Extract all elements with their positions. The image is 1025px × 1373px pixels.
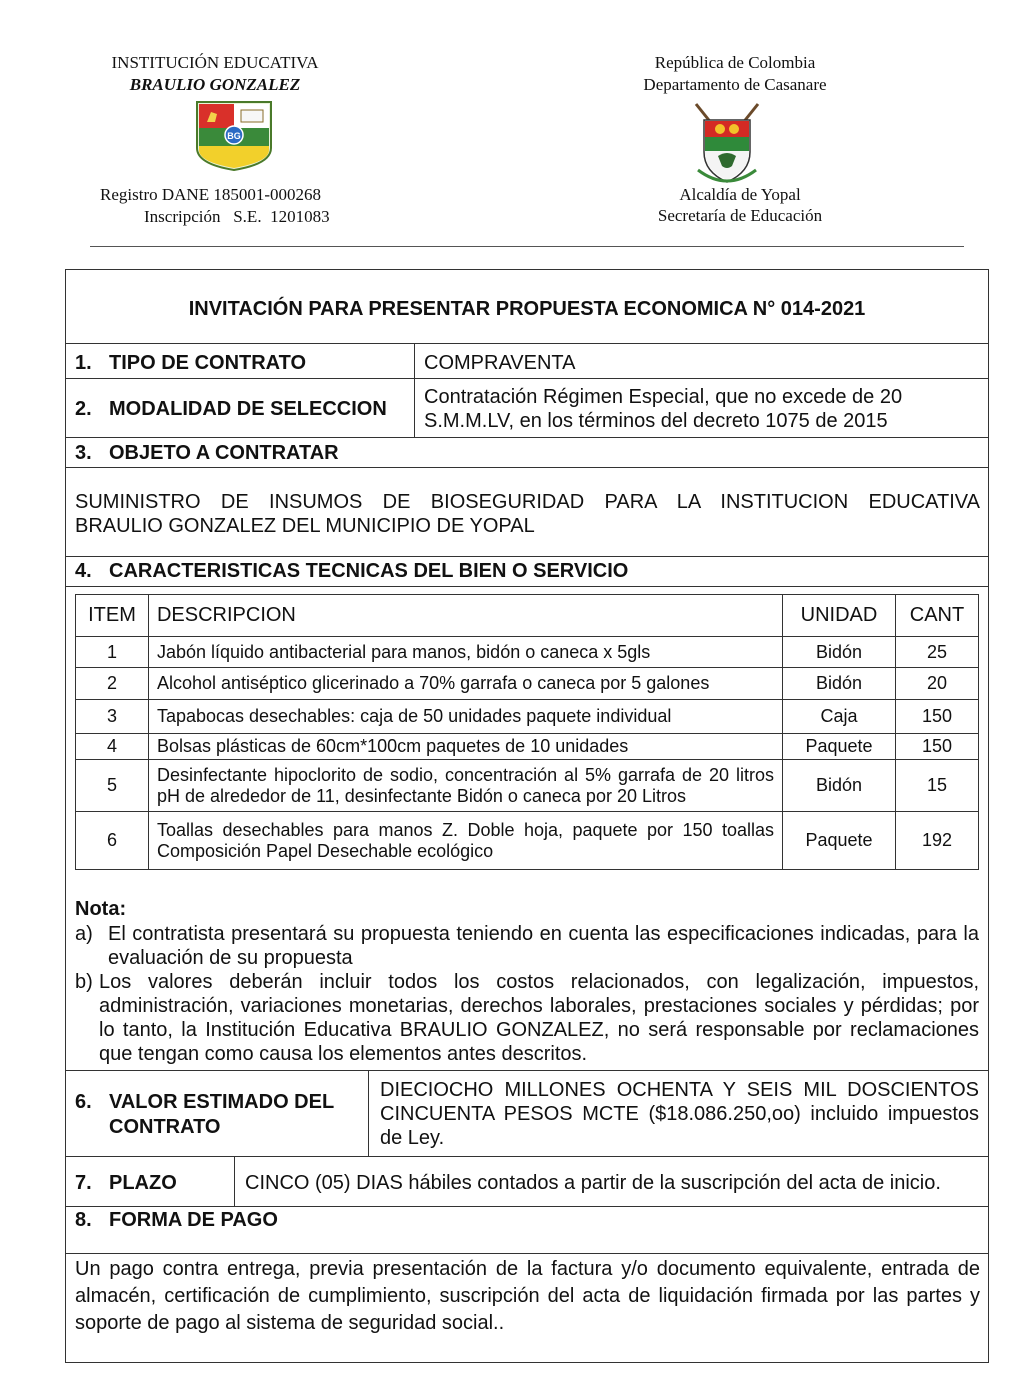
section-number: 7. bbox=[75, 1172, 92, 1194]
section-1-title: TIPO DE CONTRATO bbox=[109, 352, 307, 374]
section-number: 1. bbox=[75, 352, 92, 374]
section-7-label bbox=[75, 1171, 177, 1195]
section-2-label bbox=[75, 397, 387, 421]
institution-name: BRAULIO GONZALEZ bbox=[129, 75, 301, 94]
department-name: Departamento de Casanare bbox=[643, 75, 827, 94]
table-row bbox=[76, 812, 979, 870]
note-a-label: a) bbox=[75, 923, 93, 945]
divider bbox=[66, 343, 988, 344]
contract-object-line: SUMINISTRO DE INSUMOS DE BIOSEGURIDAD PARA LA INSTITUCION EDUCATIVA bbox=[75, 491, 980, 513]
payment-method-text: Un pago contra entrega, previa presentación de la factura y/o documento equivalente, entrada de almacén, certificación de cumplimiento, suscripción del acta de liquidación firmada por las partes y soporte de pago al sistema de seguridad social.. bbox=[75, 1258, 980, 1334]
government-header bbox=[600, 52, 870, 96]
item-description: Jabón líquido antibacterial para manos, bidón o caneca x 5gls bbox=[148, 637, 782, 668]
divider bbox=[66, 556, 988, 557]
item-quantity: 150 bbox=[895, 700, 978, 734]
section-8-label bbox=[75, 1208, 278, 1232]
item-number: 2 bbox=[76, 668, 149, 700]
institution-type: INSTITUCIÓN EDUCATIVA bbox=[111, 53, 319, 72]
item-quantity: 25 bbox=[895, 637, 978, 668]
note-b-label: b) bbox=[75, 971, 93, 993]
section-number: 2. bbox=[75, 398, 92, 420]
item-unit: Bidón bbox=[783, 637, 896, 668]
divider bbox=[66, 1253, 988, 1254]
divider bbox=[66, 378, 988, 379]
column-header-quantity: CANT bbox=[895, 595, 978, 637]
mayor-office: Alcaldía de Yopal bbox=[679, 185, 801, 204]
item-number: 4 bbox=[76, 734, 149, 760]
contract-object-text bbox=[75, 490, 980, 538]
note-a-text: El contratista presentará su propuesta teniendo en cuenta las especificaciones indicadas, para la evaluación de su propuesta bbox=[108, 923, 979, 969]
document-title: INVITACIÓN PARA PRESENTAR PROPUESTA ECONOMICA N° 014-2021 bbox=[188, 298, 866, 320]
section-6-title: VALOR ESTIMADO DEL bbox=[109, 1091, 335, 1113]
se-inscription bbox=[100, 206, 360, 228]
items-table bbox=[75, 594, 979, 870]
item-unit: Caja bbox=[783, 700, 896, 734]
education-office: Secretaría de Educación bbox=[657, 206, 823, 225]
section-3-title: OBJETO A CONTRATAR bbox=[109, 442, 339, 464]
item-quantity: 20 bbox=[895, 668, 978, 700]
section-3-label bbox=[75, 441, 339, 465]
item-number: 1 bbox=[76, 637, 149, 668]
institution-header bbox=[70, 52, 360, 96]
divider bbox=[66, 437, 988, 438]
note-title: Nota: bbox=[75, 898, 127, 920]
section-4-label bbox=[75, 559, 628, 583]
divider bbox=[66, 586, 988, 587]
section-8-title: FORMA DE PAGO bbox=[109, 1209, 278, 1231]
selection-modality-value bbox=[424, 385, 902, 433]
item-description: Tapabocas desechables: caja de 50 unidades paquete individual bbox=[148, 700, 782, 734]
divider bbox=[234, 1156, 235, 1206]
item-description: Toallas desechables para manos Z. Doble hoja, paquete por 150 toallas Composición Papel Desechable ecológico bbox=[148, 812, 782, 870]
contract-type-value: COMPRAVENTA bbox=[424, 352, 576, 374]
se-inscription-text: Inscripción S.E. 1201083 bbox=[144, 207, 330, 226]
dane-registry: Registro DANE 185001-000268 bbox=[100, 185, 321, 204]
section-number: 4. bbox=[75, 560, 92, 582]
municipality-header bbox=[600, 184, 880, 226]
item-description: Alcohol antiséptico glicerinado a 70% garrafa o caneca por 5 galones bbox=[148, 668, 782, 700]
column-header-unit: UNIDAD bbox=[783, 595, 896, 637]
column-header-description: DESCRIPCION bbox=[148, 595, 782, 637]
section-6-title: CONTRATO bbox=[109, 1116, 221, 1138]
section-7-title: PLAZO bbox=[109, 1172, 177, 1194]
header-divider bbox=[90, 246, 964, 247]
section-1-label bbox=[75, 351, 306, 375]
institution-registration bbox=[100, 184, 360, 228]
crest-initials: BG bbox=[227, 131, 241, 141]
divider bbox=[368, 1070, 369, 1156]
note-b-text: Los valores deberán incluir todos los costos relacionados, con legalización, impuestos, administración, variaciones monetarias, derechos laborales, prestaciones sociales y pérdidas; por lo tanto, la Institución Educativa BRAULIO GONZALEZ, no será responsable por reclamaciones que tengan como causa los elementos antes descritos. bbox=[99, 971, 979, 1065]
table-row bbox=[76, 637, 979, 668]
selection-modality-line: S.M.M.LV, en los términos del decreto 1075 de 2015 bbox=[424, 410, 888, 432]
item-unit: Paquete bbox=[783, 812, 896, 870]
institution-crest-logo bbox=[193, 100, 275, 172]
section-number: 8. bbox=[75, 1209, 92, 1231]
item-quantity: 15 bbox=[895, 760, 978, 812]
divider bbox=[66, 1206, 988, 1207]
section-number: 6. bbox=[75, 1091, 92, 1113]
country-name: República de Colombia bbox=[654, 53, 816, 72]
table-row bbox=[76, 668, 979, 700]
estimated-value-text: DIECIOCHO MILLONES OCHENTA Y SEIS MIL DOSCIENTOS CINCUENTA PESOS MCTE ($18.086.250,oo) incluido impuestos de Ley. bbox=[380, 1079, 979, 1149]
divider bbox=[414, 343, 415, 438]
item-unit: Bidón bbox=[783, 760, 896, 812]
table-row bbox=[76, 760, 979, 812]
section-6-label bbox=[75, 1090, 334, 1140]
divider bbox=[66, 467, 988, 468]
item-quantity: 192 bbox=[895, 812, 978, 870]
item-number: 6 bbox=[76, 812, 149, 870]
term-value: CINCO (05) DIAS hábiles contados a partir de la suscripción del acta de inicio. bbox=[245, 1172, 941, 1194]
invitation-form bbox=[65, 269, 989, 1363]
table-header-row bbox=[76, 595, 979, 637]
column-header-item: ITEM bbox=[76, 595, 149, 637]
section-2-title: MODALIDAD DE SELECCION bbox=[109, 398, 387, 420]
table-row bbox=[76, 700, 979, 734]
item-description: Bolsas plásticas de 60cm*100cm paquetes de 10 unidades bbox=[148, 734, 782, 760]
item-unit: Bidón bbox=[783, 668, 896, 700]
divider bbox=[66, 1156, 988, 1157]
item-quantity: 150 bbox=[895, 734, 978, 760]
item-number: 5 bbox=[76, 760, 149, 812]
item-number: 3 bbox=[76, 700, 149, 734]
item-unit: Paquete bbox=[783, 734, 896, 760]
item-description: Desinfectante hipoclorito de sodio, concentración al 5% garrafa de 20 litros pH de alrededor de 11, desinfectante Bidón o caneca por 20 Litros bbox=[148, 760, 782, 812]
contract-object-line: BRAULIO GONZALEZ DEL MUNICIPIO DE YOPAL bbox=[75, 515, 535, 537]
table-row bbox=[76, 734, 979, 760]
section-4-title: CARACTERISTICAS TECNICAS DEL BIEN O SERVICIO bbox=[109, 560, 629, 582]
section-number: 3. bbox=[75, 442, 92, 464]
yopal-coat-of-arms-logo bbox=[690, 100, 764, 186]
divider bbox=[66, 1070, 988, 1071]
selection-modality-line: Contratación Régimen Especial, que no excede de 20 bbox=[424, 386, 903, 408]
